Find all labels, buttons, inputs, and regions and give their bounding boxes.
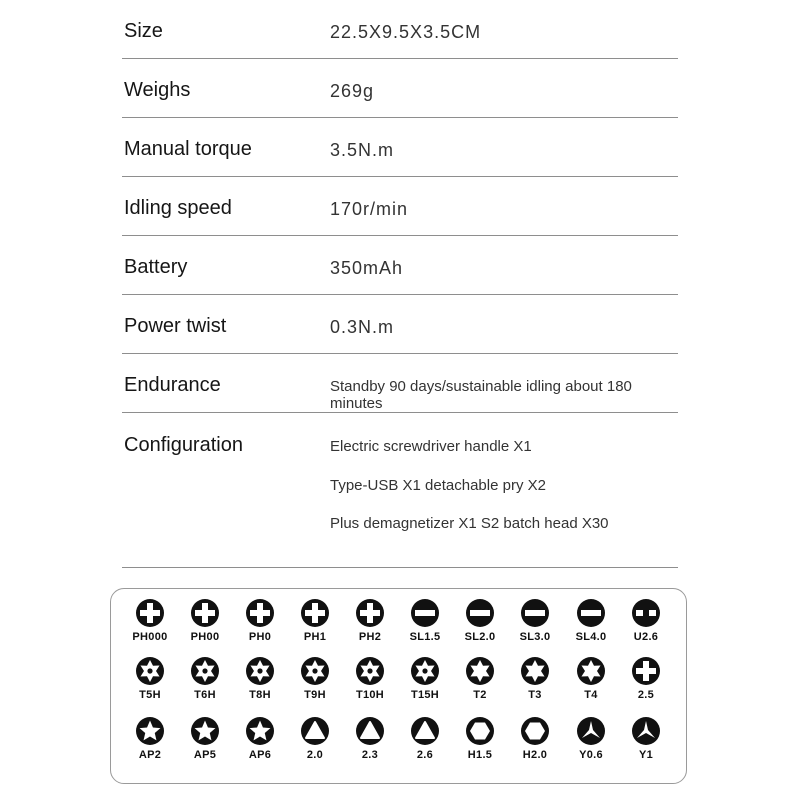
bit-ap5 [177,716,233,761]
bit-t8h [232,656,288,701]
spec-label: Size [124,20,163,42]
spec-value: 269g [330,81,375,101]
bit-label: AP5 [193,749,217,761]
torx-security-icon [397,656,453,686]
torx-icon [507,656,563,686]
configuration-item: Electric screwdriver handle X1 [330,438,532,455]
slotted-icon [397,598,453,628]
torx-security-icon [122,656,178,686]
divider [122,567,678,568]
bit-ap6 [232,716,288,761]
bit-ph00 [177,598,233,643]
bit-label: T6H [194,689,216,701]
bit-t5h [122,656,178,701]
bit-label: T4 [584,689,598,701]
bit-label: PH00 [190,631,220,643]
bit-label: T8H [249,689,271,701]
bit-t9h [287,656,343,701]
pentalobe-icon [232,716,288,746]
phillips-icon [287,598,343,628]
phillips-icon [618,656,674,686]
spec-row-manual-torque [122,118,678,177]
hex-icon [507,716,563,746]
bit-label: SL4.0 [575,631,607,643]
bit-ph0 [232,598,288,643]
slotted-icon [563,598,619,628]
torx-icon [563,656,619,686]
bit-2-0 [287,716,343,761]
spec-value: 3.5N.m [330,140,395,160]
phillips-icon [232,598,288,628]
bit-label: H2.0 [522,749,548,761]
slotted-icon [452,598,508,628]
hex-icon [452,716,508,746]
bit-label: 2.0 [306,749,324,761]
spec-row-idling-speed [122,177,678,236]
bit-label: SL2.0 [464,631,496,643]
triangle-icon [287,716,343,746]
spec-label: Weighs [124,79,191,101]
pentalobe-icon [122,716,178,746]
bit-2-3 [342,716,398,761]
torx-security-icon [342,656,398,686]
triangle-icon [397,716,453,746]
bit-sl2-0 [452,598,508,643]
bit-label: SL1.5 [409,631,441,643]
pentalobe-icon [177,716,233,746]
spec-row-endurance [122,354,678,413]
bit-label: T9H [304,689,326,701]
bit-label: T5H [139,689,161,701]
bit-t15h [397,656,453,701]
bit-sl4-0 [563,598,619,643]
phillips-icon [177,598,233,628]
torx-security-icon [287,656,343,686]
bit-label: AP6 [248,749,272,761]
torx-icon [452,656,508,686]
bit-label: AP2 [138,749,162,761]
bit-label: 2.6 [416,749,434,761]
bit-y0-6 [563,716,619,761]
slotted-icon [507,598,563,628]
spec-row-battery [122,236,678,295]
spec-row-size [122,0,678,59]
bit-label: PH2 [358,631,382,643]
bit-label: T3 [528,689,542,701]
spec-label: Idling speed [124,197,232,219]
bit-label: U2.6 [633,631,659,643]
tri-wing-icon [618,716,674,746]
torx-security-icon [177,656,233,686]
bit-sl3-0 [507,598,563,643]
bit-t3 [507,656,563,701]
bit-label: 2.5 [637,689,655,701]
bit-t6h [177,656,233,701]
bit-2-6 [397,716,453,761]
spec-row-weighs [122,59,678,118]
bit-label: SL3.0 [519,631,551,643]
spec-label: Configuration [124,434,243,456]
configuration-item: Plus demagnetizer X1 S2 batch head X30 [330,515,609,532]
bit-t10h [342,656,398,701]
spec-value: 170r/min [330,199,409,219]
spec-row-power-twist [122,295,678,354]
tri-wing-icon [563,716,619,746]
spec-value: 0.3N.m [330,317,395,337]
spec-value: 22.5X9.5X3.5CM [330,22,482,42]
phillips-icon [122,598,178,628]
phillips-icon [342,598,398,628]
bit-label: Y1 [638,749,654,761]
spec-label: Manual torque [124,138,252,160]
bit-ap2 [122,716,178,761]
triangle-icon [342,716,398,746]
bit-ph2 [342,598,398,643]
spec-value: Standby 90 days/sustainable idling about 180 minutes [330,378,632,412]
spec-value: 350mAh [330,258,404,278]
spec-row-configuration [122,418,678,568]
u-type-icon [618,598,674,628]
configuration-item: Type-USB X1 detachable pry X2 [330,477,546,494]
bit-label: Y0.6 [579,749,603,761]
torx-security-icon [232,656,288,686]
bit-label: 2.3 [361,749,379,761]
bit-h2-0 [507,716,563,761]
bit-label: T15H [410,689,440,701]
spec-label: Endurance [124,374,221,396]
bit-h1-5 [452,716,508,761]
bit-label: PH0 [248,631,272,643]
bit-label: H1.5 [467,749,493,761]
bit-label: T2 [473,689,487,701]
bit-label: PH1 [303,631,327,643]
bit-ph1 [287,598,343,643]
bit-t4 [563,656,619,701]
divider [122,412,678,413]
bit-sl1-5 [397,598,453,643]
bit-u2-6 [618,598,674,643]
bit-label: PH000 [132,631,168,643]
bit-label: T10H [355,689,385,701]
spec-label: Power twist [124,315,227,337]
bit-ph000 [122,598,178,643]
bit-2-5 [618,656,674,701]
bit-y1 [618,716,674,761]
bit-t2 [452,656,508,701]
spec-label: Battery [124,256,188,278]
